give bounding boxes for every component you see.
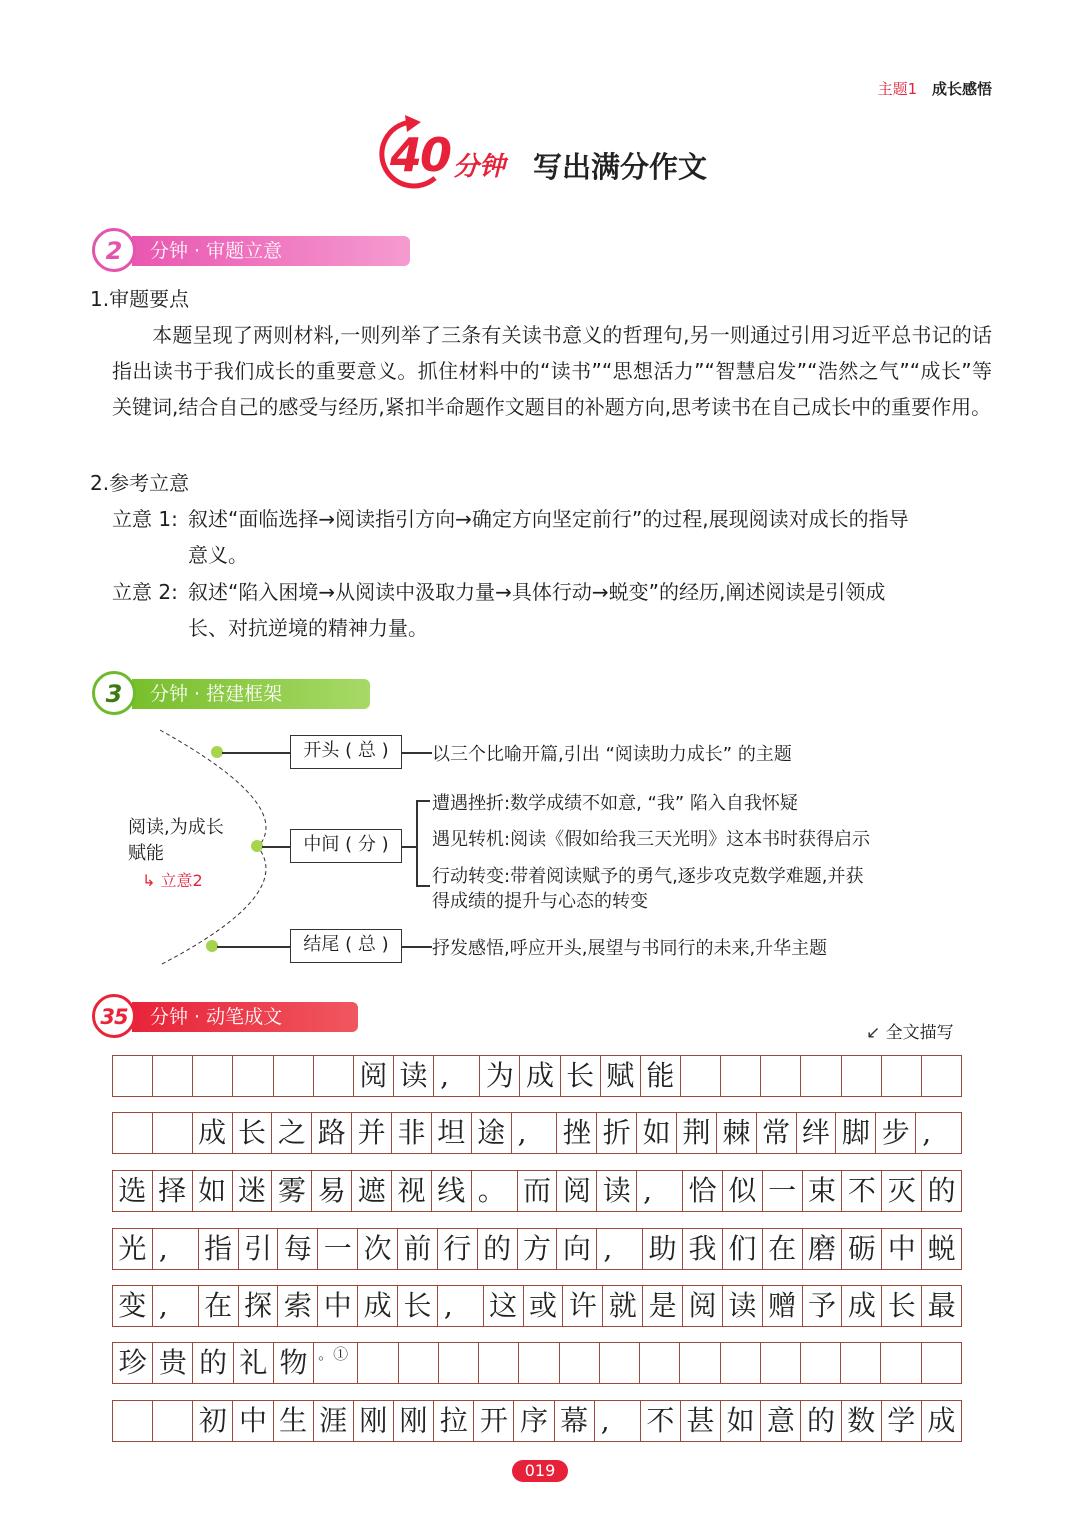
grid-cell: 成	[520, 1056, 560, 1096]
grid-cell: 的	[193, 1343, 233, 1383]
grid-cell: 涯	[314, 1401, 354, 1441]
grid-cell: 读	[723, 1286, 763, 1326]
connector	[402, 752, 432, 754]
grid-cell: 刚	[354, 1401, 394, 1441]
grid-cell: 坦	[432, 1113, 472, 1153]
grid-cell	[479, 1343, 519, 1383]
grid-cell: 在	[199, 1286, 239, 1326]
grid-cell: 意	[761, 1401, 801, 1441]
grid-cell: 选	[113, 1171, 153, 1211]
grid-cell: 不	[842, 1171, 882, 1211]
grid-cell: 似	[723, 1171, 763, 1211]
grid-cell: 长	[882, 1286, 922, 1326]
grid-cell: ,	[597, 1229, 643, 1269]
grid-row	[112, 1228, 962, 1270]
grid-cell: 读	[597, 1171, 637, 1211]
grid-cell	[640, 1343, 680, 1383]
grid-cell	[842, 1056, 882, 1096]
grid-cell: 向	[557, 1229, 597, 1269]
section-number: 3	[92, 671, 136, 715]
grid-cell: 最	[927, 1289, 956, 1322]
grid-cell: 阅	[354, 1056, 394, 1096]
grid-cell: 们	[723, 1229, 763, 1269]
grid-cell: 择	[153, 1171, 193, 1211]
grid-cell: 蜕	[927, 1232, 956, 1265]
grid-cell	[801, 1343, 841, 1383]
middle-item-3-cont: 得成绩的提升与心态的转变	[432, 891, 648, 912]
topic-label: 主题1	[877, 80, 918, 98]
grid-cell: 磨	[803, 1229, 843, 1269]
grid-cell: 。	[472, 1171, 518, 1211]
grid-cell	[721, 1343, 761, 1383]
grid-cell: 予	[803, 1286, 843, 1326]
grid-cell: 为	[480, 1056, 520, 1096]
grid-cell: 赠	[763, 1286, 803, 1326]
grid-cell	[761, 1343, 801, 1383]
connector	[402, 946, 432, 948]
grid-cell: 遮	[352, 1171, 392, 1211]
grid-cell	[274, 1056, 314, 1096]
middle-item-1: 遭遇挫折:数学成绩不如意, “我” 陷入自我怀疑	[432, 793, 798, 814]
grid-cell: 次	[358, 1229, 398, 1269]
grid-cell: ,	[153, 1229, 199, 1269]
grid-cell: 常	[757, 1113, 797, 1153]
center-note-text: 立意2	[160, 871, 203, 890]
idea2-line1: 叙述“陷入困境→从阅读中汲取力量→具体行动→蜕变”的经历,阐述阅读是引领成	[188, 580, 886, 604]
grid-cell: 成	[927, 1404, 956, 1437]
grid-cell	[153, 1056, 193, 1096]
annotation-note-text: 全文描写	[885, 1023, 954, 1043]
grid-cell: 而	[518, 1171, 558, 1211]
grid-cell	[600, 1343, 640, 1383]
node-box-middle: 中间 ( 分 )	[290, 829, 402, 863]
grid-cell: 许	[563, 1286, 603, 1326]
node-box-opening: 开头 ( 总 )	[290, 735, 402, 769]
grid-cell: 中	[233, 1401, 273, 1441]
grid-cell	[881, 1343, 921, 1383]
curved-arrow-icon: ↳	[142, 871, 156, 890]
grid-cell: 路	[312, 1113, 352, 1153]
grid-cell: 拉	[434, 1401, 474, 1441]
section-label: 分钟 · 审题立意	[132, 236, 410, 266]
grid-cell: 棘	[717, 1113, 757, 1153]
grid-cell: 每	[278, 1229, 318, 1269]
grid-cell: 一	[763, 1171, 803, 1211]
grid-cell: 学	[882, 1401, 922, 1441]
grid-cell	[680, 1343, 720, 1383]
grid-cell: 的	[801, 1401, 841, 1441]
grid-cell	[113, 1113, 153, 1153]
idea2-line2: 长、对抗逆境的精神力量。	[188, 616, 428, 640]
grid-cell: ,	[922, 1116, 932, 1149]
grid-cell: 一	[318, 1229, 358, 1269]
connector	[222, 752, 290, 754]
grid-row	[112, 1112, 962, 1154]
grid-cell: 。①	[314, 1343, 358, 1383]
grid-cell: 雾	[272, 1171, 312, 1211]
grid-cell: 阅	[683, 1286, 723, 1326]
grid-cell: 这	[484, 1286, 524, 1326]
grid-cell: 长	[233, 1113, 273, 1153]
grid-cell: 能	[641, 1056, 681, 1096]
connector	[262, 846, 290, 848]
point1-paragraph	[112, 317, 992, 425]
grid-cell	[560, 1343, 600, 1383]
grid-cell: 不	[641, 1401, 681, 1441]
grid-cell: ,	[438, 1286, 484, 1326]
point2-heading: 2.参考立意	[90, 471, 190, 495]
grid-cell: 方	[518, 1229, 558, 1269]
idea1-label: 立意 1:	[112, 507, 178, 531]
grid-cell: 非	[392, 1113, 432, 1153]
grid-cell: 初	[193, 1401, 233, 1441]
connector	[402, 846, 416, 848]
grid-cell: 光	[113, 1229, 153, 1269]
grid-cell: 赋	[601, 1056, 641, 1096]
grid-cell	[153, 1113, 193, 1153]
grid-cell: 开	[474, 1401, 514, 1441]
grid-cell: 读	[394, 1056, 434, 1096]
grid-cell: 步	[876, 1113, 916, 1153]
grid-cell	[519, 1343, 559, 1383]
grid-cell: 我	[683, 1229, 723, 1269]
section-number: 35	[92, 994, 136, 1038]
grid-cell: 之	[272, 1113, 312, 1153]
grid-cell	[801, 1056, 841, 1096]
grid-cell	[399, 1343, 439, 1383]
grid-cell: 视	[392, 1171, 432, 1211]
grid-cell: 阅	[557, 1171, 597, 1211]
ending-item: 抒发感悟,呼应开头,展望与书同行的未来,升华主题	[432, 938, 828, 959]
grid-cell: 索	[278, 1286, 318, 1326]
grid-cell: 迷	[233, 1171, 273, 1211]
grid-cell	[761, 1056, 801, 1096]
node-box-ending: 结尾 ( 总 )	[290, 929, 402, 963]
grid-cell: 甚	[681, 1401, 721, 1441]
grid-cell	[882, 1056, 922, 1096]
curved-arrow-icon: ↙	[866, 1023, 881, 1043]
grid-cell: 中	[318, 1286, 358, 1326]
grid-cell: 脚	[836, 1113, 876, 1153]
grid-row	[112, 1170, 962, 1212]
grid-cell: 珍	[113, 1343, 153, 1383]
grid-cell: 砺	[842, 1229, 882, 1269]
grid-cell: ,	[153, 1286, 199, 1326]
grid-cell: ,	[434, 1056, 480, 1096]
grid-cell	[439, 1343, 479, 1383]
title-main: 写出满分作文	[533, 150, 708, 184]
grid-cell: 生	[274, 1401, 314, 1441]
center-line2: 赋能	[128, 843, 164, 864]
grid-cell: 中	[882, 1229, 922, 1269]
grid-cell: 如	[193, 1171, 233, 1211]
grid-cell: 成	[358, 1286, 398, 1326]
grid-cell	[314, 1056, 354, 1096]
topic-name: 成长感悟	[931, 80, 992, 98]
section-label: 分钟 · 搭建框架	[132, 679, 370, 709]
title-unit: 分钟	[453, 152, 506, 182]
connector	[416, 885, 430, 887]
center-note	[142, 868, 203, 891]
grid-cell: 长	[398, 1286, 438, 1326]
idea1-line2: 意义。	[188, 543, 248, 567]
grid-cell: 恰	[683, 1171, 723, 1211]
grid-cell	[721, 1056, 761, 1096]
point1-text: 本题呈现了两则材料,一则列举了三条有关读书意义的哲理句,另一则通过引用习近平总书记的话指出读书于我们成长的重要意义。抓住材料中的“读书”“思想活力”“智慧启发”“浩然之气”“成长”等关键词,结合自己的感受与经历,紧扣半命题作文题目的补题方向,思考读书在自己成长中的重要作用。	[112, 323, 992, 419]
grid-cell: 灭	[882, 1171, 922, 1211]
idea2-label: 立意 2:	[112, 580, 178, 604]
grid-cell	[681, 1056, 721, 1096]
grid-cell: 绊	[797, 1113, 837, 1153]
grid-cell: 就	[603, 1286, 643, 1326]
section-number: 2	[92, 228, 136, 272]
grid-cell	[193, 1056, 233, 1096]
grid-cell	[113, 1056, 153, 1096]
grid-cell: 贵	[153, 1343, 193, 1383]
grid-cell: 引	[239, 1229, 279, 1269]
title-number: 40	[390, 128, 451, 182]
mindmap-center	[128, 815, 224, 867]
opening-item: 以三个比喻开篇,引出 “阅读助力成长” 的主题	[432, 744, 792, 765]
grid-cell: 长	[561, 1056, 601, 1096]
grid-cell: 的	[478, 1229, 518, 1269]
grid-cell	[358, 1343, 398, 1383]
connector	[416, 800, 430, 802]
grid-row	[112, 1342, 962, 1384]
bracket-line	[416, 800, 418, 886]
grid-cell: 前	[398, 1229, 438, 1269]
grid-cell: 并	[352, 1113, 392, 1153]
grid-cell: 是	[643, 1286, 683, 1326]
grid-cell: 如	[637, 1113, 677, 1153]
grid-cell	[233, 1056, 273, 1096]
grid-cell: 的	[927, 1174, 956, 1207]
grid-cell	[113, 1401, 153, 1441]
grid-cell: 如	[721, 1401, 761, 1441]
grid-cell	[153, 1401, 193, 1441]
page-number: 019	[512, 1460, 568, 1482]
grid-cell: 变	[113, 1286, 153, 1326]
grid-cell: 礼	[234, 1343, 274, 1383]
grid-cell: 助	[643, 1229, 683, 1269]
grid-cell: 折	[597, 1113, 637, 1153]
annotation-note	[866, 1018, 954, 1043]
grid-cell: ,	[512, 1113, 558, 1153]
grid-cell: 途	[472, 1113, 512, 1153]
grid-cell: 成	[842, 1286, 882, 1326]
grid-cell	[922, 1343, 961, 1383]
middle-item-2: 遇见转机:阅读《假如给我三天光明》这本书时获得启示	[432, 829, 871, 850]
grid-cell: 指	[199, 1229, 239, 1269]
grid-cell: 成	[193, 1113, 233, 1153]
grid-cell: 或	[524, 1286, 564, 1326]
middle-item-3: 行动转变:带着阅读赋予的勇气,逐步攻克数学难题,并获	[432, 866, 864, 887]
grid-cell: 数	[842, 1401, 882, 1441]
grid-cell: ,	[595, 1401, 641, 1441]
grid-cell: 物	[274, 1343, 314, 1383]
grid-cell: 易	[312, 1171, 352, 1211]
grid-cell: 束	[803, 1171, 843, 1211]
point1-heading: 1.审题要点	[90, 287, 190, 311]
grid-cell	[922, 1056, 961, 1096]
grid-cell: 行	[438, 1229, 478, 1269]
grid-row	[112, 1055, 962, 1097]
grid-cell: 刚	[394, 1401, 434, 1441]
connector	[217, 946, 290, 948]
grid-cell: 荆	[677, 1113, 717, 1153]
grid-row	[112, 1400, 962, 1442]
grid-cell: 探	[239, 1286, 279, 1326]
grid-cell: 线	[432, 1171, 472, 1211]
grid-cell: ,	[637, 1171, 683, 1211]
grid-cell: 序	[514, 1401, 554, 1441]
idea1-line1: 叙述“面临选择→阅读指引方向→确定方向坚定前行”的过程,展现阅读对成长的指导	[188, 507, 909, 531]
grid-cell: 挫	[557, 1113, 597, 1153]
grid-row	[112, 1285, 962, 1327]
grid-cell: 在	[763, 1229, 803, 1269]
topic-header	[878, 78, 992, 99]
page-title	[365, 112, 785, 192]
grid-cell	[841, 1343, 881, 1383]
center-line1: 阅读,为成长	[128, 817, 224, 838]
section-label: 分钟 · 动笔成文	[132, 1002, 358, 1032]
grid-cell: 幕	[555, 1401, 595, 1441]
